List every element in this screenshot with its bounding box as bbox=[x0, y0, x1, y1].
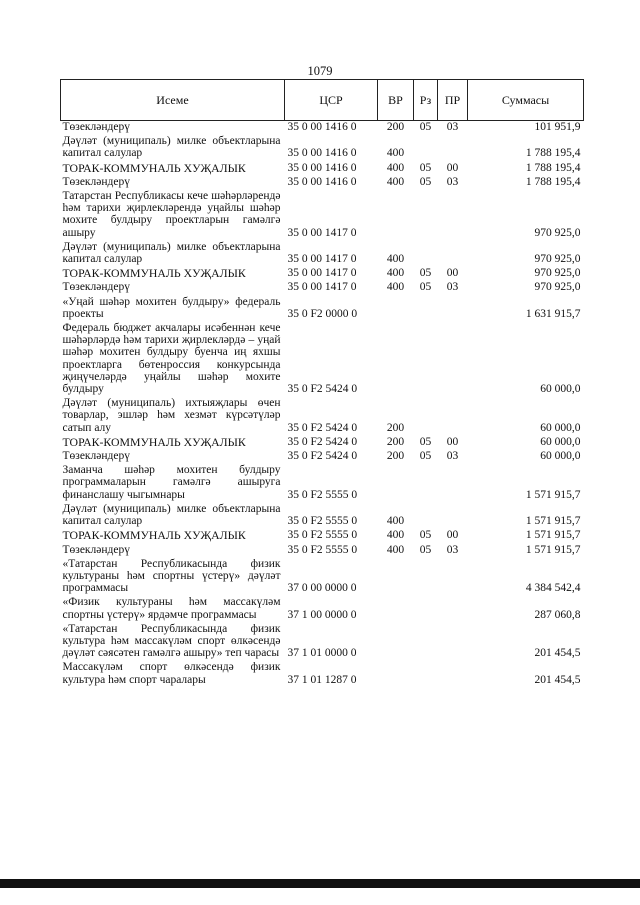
cell-sum: 970 925,0 bbox=[534, 226, 581, 239]
page-number: 1079 bbox=[307, 64, 333, 78]
cell-vr: 400 bbox=[386, 253, 405, 266]
cell-vr: 200 bbox=[386, 121, 405, 133]
header-csr: ЦСР bbox=[285, 80, 378, 121]
cell-vr: 400 bbox=[386, 147, 405, 160]
cell-vr: 200 bbox=[386, 421, 405, 434]
cell-pr bbox=[438, 397, 468, 436]
cell-name: «Физик культураны һәм массакүләм спортны үстерү» ярдәмче программасы bbox=[62, 596, 281, 621]
cell-pr: 03 bbox=[446, 281, 459, 294]
cell-name: «Уңай шәһәр мохитен булдыру» федераль проекты bbox=[62, 295, 281, 320]
cell-pr bbox=[438, 190, 468, 241]
cell-rz: 05 bbox=[419, 529, 432, 542]
table-row bbox=[61, 464, 584, 503]
cell-csr: 35 0 F2 5424 0 bbox=[287, 421, 358, 434]
cell-name: Федераль бюджет акчалары исәбеннән кече шәһәрләрдә һәм тарихи җирлекләрдә – уңай шәһәр мохитен булдыру буенча иң яхшы проектларга бөтенроссия конкурсында җиңүчеләрдә уңайлы шәһәр мохите булдыру bbox=[62, 322, 281, 396]
cell-pr: 03 bbox=[446, 450, 459, 463]
cell-csr: 35 0 F2 5424 0 bbox=[287, 383, 358, 396]
table-row bbox=[61, 176, 584, 190]
table-row bbox=[61, 296, 584, 322]
cell-sum: 970 925,0 bbox=[534, 253, 581, 266]
table-row bbox=[61, 190, 584, 241]
cell-pr: 03 bbox=[446, 175, 459, 188]
cell-csr: 35 0 00 1417 0 bbox=[287, 281, 357, 294]
cell-csr: 35 0 00 1417 0 bbox=[287, 253, 357, 266]
cell-rz bbox=[414, 322, 438, 397]
table-row bbox=[61, 281, 584, 295]
header-row bbox=[61, 80, 584, 121]
cell-vr bbox=[378, 596, 414, 622]
cell-csr: 35 0 F2 5555 0 bbox=[287, 529, 358, 542]
table-row bbox=[61, 623, 584, 662]
cell-csr: 35 0 00 1417 0 bbox=[287, 226, 357, 239]
cell-name: Заманча шәһәр мохитен булдыру программаларын гамәлгә ашыруга финанслашу чыгымнары bbox=[62, 464, 281, 501]
cell-vr bbox=[378, 190, 414, 241]
cell-name: Дәүләт (муниципаль) милке объектларына капитал салулар bbox=[62, 502, 281, 528]
cell-sum: 1 571 915,7 bbox=[525, 488, 581, 501]
cell-csr: 37 1 01 1287 0 bbox=[287, 673, 357, 686]
header-sum: Суммасы bbox=[468, 80, 584, 121]
cell-rz: 05 bbox=[419, 450, 432, 463]
cell-pr bbox=[438, 464, 468, 503]
cell-rz bbox=[414, 596, 438, 622]
cell-csr: 35 0 F2 5555 0 bbox=[287, 488, 358, 501]
cell-name: Төзекләндерү bbox=[62, 121, 130, 133]
cell-rz bbox=[414, 661, 438, 687]
table-row bbox=[61, 322, 584, 397]
table-row bbox=[61, 267, 584, 281]
cell-pr bbox=[438, 558, 468, 597]
cell-csr: 35 0 00 1417 0 bbox=[287, 267, 357, 280]
cell-vr: 400 bbox=[386, 515, 405, 528]
cell-vr bbox=[378, 558, 414, 597]
header-vr: ВР bbox=[378, 80, 414, 121]
cell-name: Төзекләндерү bbox=[62, 281, 130, 294]
cell-rz bbox=[414, 464, 438, 503]
cell-pr: 00 bbox=[446, 435, 459, 448]
cell-vr: 400 bbox=[386, 543, 405, 556]
table-row bbox=[61, 162, 584, 176]
cell-pr bbox=[438, 596, 468, 622]
cell-pr bbox=[438, 623, 468, 662]
cell-sum: 287 060,8 bbox=[534, 608, 581, 621]
table-row bbox=[61, 121, 584, 136]
cell-name: Татарстан Республикасы кече шәһәрләрендә һәм тарихи җирлекләрендә уңайлы шәһәр мохите булдыру проектларын гамәлгә ашыру bbox=[62, 190, 281, 239]
cell-sum: 1 788 195,4 bbox=[525, 175, 581, 188]
cell-name: ТОРАК-КОММУНАЛЬ ХУҖАЛЫК bbox=[62, 528, 246, 543]
cell-pr bbox=[438, 241, 468, 267]
cell-vr: 400 bbox=[386, 281, 405, 294]
cell-pr: 00 bbox=[446, 267, 459, 280]
cell-name: Төзекләндерү bbox=[62, 450, 130, 463]
cell-vr bbox=[378, 623, 414, 662]
cell-sum: 201 454,5 bbox=[534, 673, 581, 686]
cell-rz bbox=[414, 623, 438, 662]
cell-sum: 1 788 195,4 bbox=[525, 147, 581, 160]
cell-pr bbox=[438, 661, 468, 687]
cell-vr: 400 bbox=[386, 175, 405, 188]
cell-csr: 35 0 00 1416 0 bbox=[287, 121, 357, 133]
cell-sum: 101 951,9 bbox=[534, 121, 581, 133]
scan-edge-bar bbox=[0, 879, 640, 888]
cell-rz bbox=[414, 503, 438, 529]
cell-vr: 400 bbox=[386, 267, 405, 280]
cell-vr: 400 bbox=[386, 161, 405, 174]
cell-name: Дәүләт (муниципаль) милке объектларына капитал салулар bbox=[62, 135, 281, 160]
cell-rz: 05 bbox=[419, 175, 432, 188]
table-row bbox=[61, 397, 584, 436]
cell-vr bbox=[378, 322, 414, 397]
cell-sum: 201 454,5 bbox=[534, 647, 581, 660]
cell-csr: 35 0 F2 5555 0 bbox=[287, 543, 358, 556]
cell-rz: 05 bbox=[419, 267, 432, 280]
cell-name: ТОРАК-КОММУНАЛЬ ХУҖАЛЫК bbox=[62, 160, 246, 175]
cell-name: ТОРАК-КОММУНАЛЬ ХУҖАЛЫК bbox=[62, 434, 246, 449]
header-pr: ПР bbox=[438, 80, 468, 121]
table-row bbox=[61, 503, 584, 529]
cell-name: Массакүләм спорт өлкәсендә физик культура һәм спорт чаралары bbox=[62, 661, 281, 686]
cell-sum: 970 925,0 bbox=[534, 281, 581, 294]
cell-rz bbox=[414, 190, 438, 241]
cell-rz bbox=[414, 241, 438, 267]
cell-name: «Татарстан Республикасында физик культураны һәм спортны үстерү» дәүләт программасы bbox=[62, 557, 281, 595]
cell-sum: 1 571 915,7 bbox=[525, 515, 581, 528]
header-rz: Рз bbox=[414, 80, 438, 121]
cell-rz: 05 bbox=[419, 543, 432, 556]
cell-rz: 05 bbox=[419, 281, 432, 294]
cell-sum: 970 925,0 bbox=[534, 267, 581, 280]
cell-vr: 200 bbox=[386, 450, 405, 463]
cell-csr: 35 0 F2 5424 0 bbox=[287, 450, 358, 463]
budget-table bbox=[60, 79, 584, 688]
cell-rz: 05 bbox=[419, 435, 432, 448]
cell-name: Дәүләт (муниципаль) ихтыяҗлары өчен товарлар, эшләр һәм хезмәт күрсәтүләр сатып алу bbox=[62, 397, 281, 434]
cell-csr: 37 1 00 0000 0 bbox=[287, 608, 357, 621]
cell-rz bbox=[414, 296, 438, 322]
table-row bbox=[61, 544, 584, 558]
cell-rz bbox=[414, 135, 438, 161]
header-name: Исеме bbox=[61, 80, 285, 121]
cell-csr: 35 0 00 1416 0 bbox=[287, 147, 357, 160]
cell-name: Төзекләндерү bbox=[62, 175, 130, 188]
table-row bbox=[61, 596, 584, 622]
cell-pr bbox=[438, 322, 468, 397]
cell-sum: 1 788 195,4 bbox=[525, 161, 581, 174]
cell-pr bbox=[438, 296, 468, 322]
cell-pr bbox=[438, 503, 468, 529]
cell-sum: 60 000,0 bbox=[540, 421, 581, 434]
cell-csr: 37 0 00 0000 0 bbox=[287, 582, 357, 595]
cell-sum: 1 571 915,7 bbox=[525, 529, 581, 542]
cell-rz: 05 bbox=[419, 161, 432, 174]
table-row bbox=[61, 529, 584, 543]
table-row bbox=[61, 558, 584, 597]
cell-sum: 1 571 915,7 bbox=[525, 543, 581, 556]
cell-pr: 00 bbox=[446, 161, 459, 174]
cell-sum: 60 000,0 bbox=[540, 383, 581, 396]
cell-vr: 400 bbox=[386, 529, 405, 542]
cell-sum: 1 631 915,7 bbox=[525, 307, 581, 320]
cell-sum: 60 000,0 bbox=[540, 435, 581, 448]
cell-csr: 35 0 00 1416 0 bbox=[287, 175, 357, 188]
table-row bbox=[61, 241, 584, 267]
table-row bbox=[61, 450, 584, 464]
cell-vr bbox=[378, 296, 414, 322]
cell-rz bbox=[414, 397, 438, 436]
cell-name: Төзекләндерү bbox=[62, 543, 130, 556]
cell-csr: 35 0 F2 5555 0 bbox=[287, 515, 358, 528]
cell-name: ТОРАК-КОММУНАЛЬ ХУҖАЛЫК bbox=[62, 266, 246, 281]
cell-name: «Татарстан Республикасында физик культура һәм массакүләм спорт өлкәсендә дәүләт сәясәтен гамәлгә ашыру» теп чарасы bbox=[62, 622, 281, 660]
cell-sum: 60 000,0 bbox=[540, 450, 581, 463]
cell-pr bbox=[438, 135, 468, 161]
cell-pr: 03 bbox=[446, 543, 459, 556]
cell-pr: 00 bbox=[446, 529, 459, 542]
cell-rz: 05 bbox=[419, 121, 432, 133]
table-header bbox=[61, 80, 584, 121]
table-row bbox=[61, 135, 584, 161]
cell-csr: 35 0 F2 5424 0 bbox=[287, 435, 358, 448]
table-row bbox=[61, 661, 584, 687]
cell-name: Дәүләт (муниципаль) милке объектларына капитал салулар bbox=[62, 240, 281, 266]
table-body bbox=[61, 121, 584, 688]
cell-csr: 35 0 F2 0000 0 bbox=[287, 307, 358, 320]
cell-sum: 4 384 542,4 bbox=[525, 582, 581, 595]
cell-csr: 35 0 00 1416 0 bbox=[287, 161, 357, 174]
budget-table-container bbox=[60, 79, 583, 688]
cell-vr: 200 bbox=[386, 435, 405, 448]
table-row bbox=[61, 436, 584, 450]
cell-pr: 03 bbox=[446, 121, 459, 133]
cell-vr bbox=[378, 464, 414, 503]
cell-csr: 37 1 01 0000 0 bbox=[287, 647, 357, 660]
cell-rz bbox=[414, 558, 438, 597]
cell-vr bbox=[378, 661, 414, 687]
